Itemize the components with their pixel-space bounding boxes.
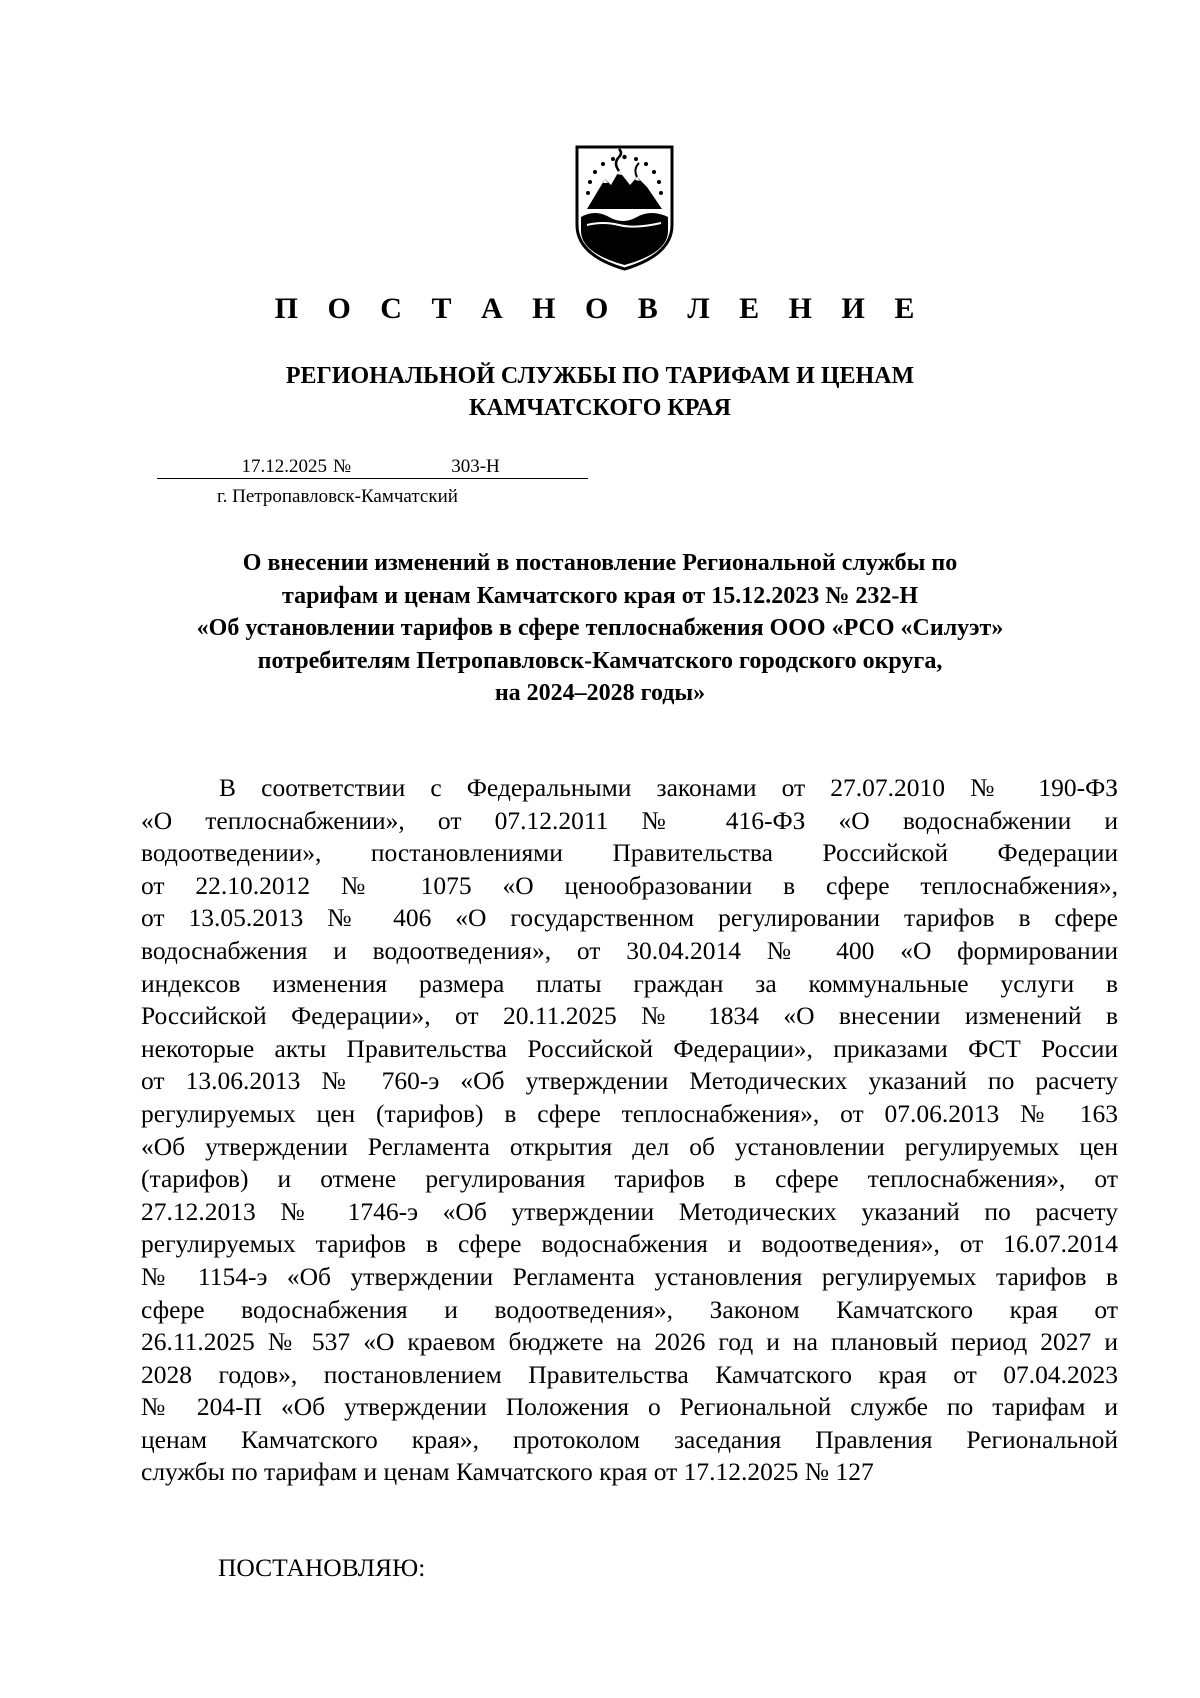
body-line: от 13.05.2013 № 406 «О государственном регулировании тарифов в сфере [141, 903, 1118, 933]
org-line-1: РЕГИОНАЛЬНОЙ СЛУЖБЫ ПО ТАРИФАМ И ЦЕНАМ [285, 363, 915, 389]
body-line: (тарифов) и отмене регулирования тарифов в сфере теплоснабжения», от [141, 1164, 1118, 1194]
city: г. Петропавловск-Камчатский [217, 486, 458, 507]
body-line: 2028 годов», постановлением Правительства Камчатского края от 07.04.2023 [141, 1359, 1118, 1389]
decree-heading: ПОСТАНОВЛЯЮ: [218, 1553, 426, 1582]
body-line: 27.12.2013 № 1746-э «Об утверждении Методических указаний по расчету [141, 1196, 1118, 1226]
body-line: водоотведении», постановлениями Правительства Российской Федерации [141, 838, 1118, 868]
body-line: 26.11.2025 № 537 «О краевом бюджете на 2026 год и на плановый период 2027 и [141, 1327, 1118, 1357]
kamchatka-coat-of-arms-icon [573, 143, 676, 271]
subject-line: на 2024–2028 годы» [494, 680, 706, 706]
body-line: службы по тарифам и ценам Камчатского края от 17.12.2025 № 127 [141, 1457, 874, 1487]
document-subject [150, 547, 1050, 710]
body-line: регулируемых тарифов в сфере водоснабжения и водоотведения», от 16.07.2014 [141, 1229, 1118, 1259]
body-line: Российской Федерации», от 20.11.2025 № 1834 «О внесении изменений в [141, 1001, 1118, 1031]
document-number: 303-Н [363, 456, 588, 479]
preamble-text [141, 772, 1118, 1489]
body-line: индексов изменения размера платы граждан за коммунальные услуги в [141, 968, 1118, 998]
body-line: «О теплоснабжении», от 07.12.2011 № 416-ФЗ «О водоснабжении и [141, 805, 1118, 835]
body-line: сфере водоснабжения и водоотведения», Законом Камчатского края от [141, 1294, 1118, 1324]
body-line: В соответствии с Федеральными законами от 27.07.2010 № 190-ФЗ [219, 773, 1118, 802]
date-number-line [157, 456, 588, 479]
number-sign: № [333, 456, 363, 479]
body-line: ценам Камчатского края», протоколом заседания Правления Региональной [141, 1424, 1118, 1454]
body-line: некоторые акты Правительства Российской Федерации», приказами ФСТ России [141, 1033, 1118, 1063]
body-line: № 1154-э «Об утверждении Регламента установления регулируемых тарифов в [141, 1261, 1118, 1291]
body-line: от 22.10.2012 № 1075 «О ценообразовании в сфере теплоснабжения», [141, 870, 1118, 900]
body-line: № 204-П «Об утверждении Положения о Региональной службе по тарифам и [141, 1392, 1118, 1422]
subject-line: О внесении изменений в постановление Региональной службы по [242, 550, 958, 576]
subject-line: «Об установлении тарифов в сфере теплоснабжения ООО «РСО «Силуэт» [196, 615, 1004, 641]
subject-line: потребителям Петропавловск-Камчатского городского округа, [257, 647, 943, 674]
body-line: «Об утверждении Регламента открытия дел об установлении регулируемых цен [141, 1131, 1118, 1161]
body-line: от 13.06.2013 № 760-э «Об утверждении Методических указаний по расчету [141, 1066, 1118, 1096]
org-line-2: КАМЧАТСКОГО КРАЯ [468, 395, 732, 421]
issuing-organization [200, 360, 1000, 424]
subject-line: тарифам и ценам Камчатского края от 15.12.2023 № 232-Н [282, 582, 918, 609]
document-title: П О С Т А Н О В Л Е Н И Е [274, 292, 926, 325]
body-line: водоснабжения и водоотведения», от 30.04.2014 № 400 «О формировании [141, 935, 1118, 965]
body-line: регулируемых цен (тарифов) в сфере теплоснабжения», от 07.06.2013 № 163 [141, 1098, 1118, 1128]
document-date: 17.12.2025 [157, 456, 333, 479]
